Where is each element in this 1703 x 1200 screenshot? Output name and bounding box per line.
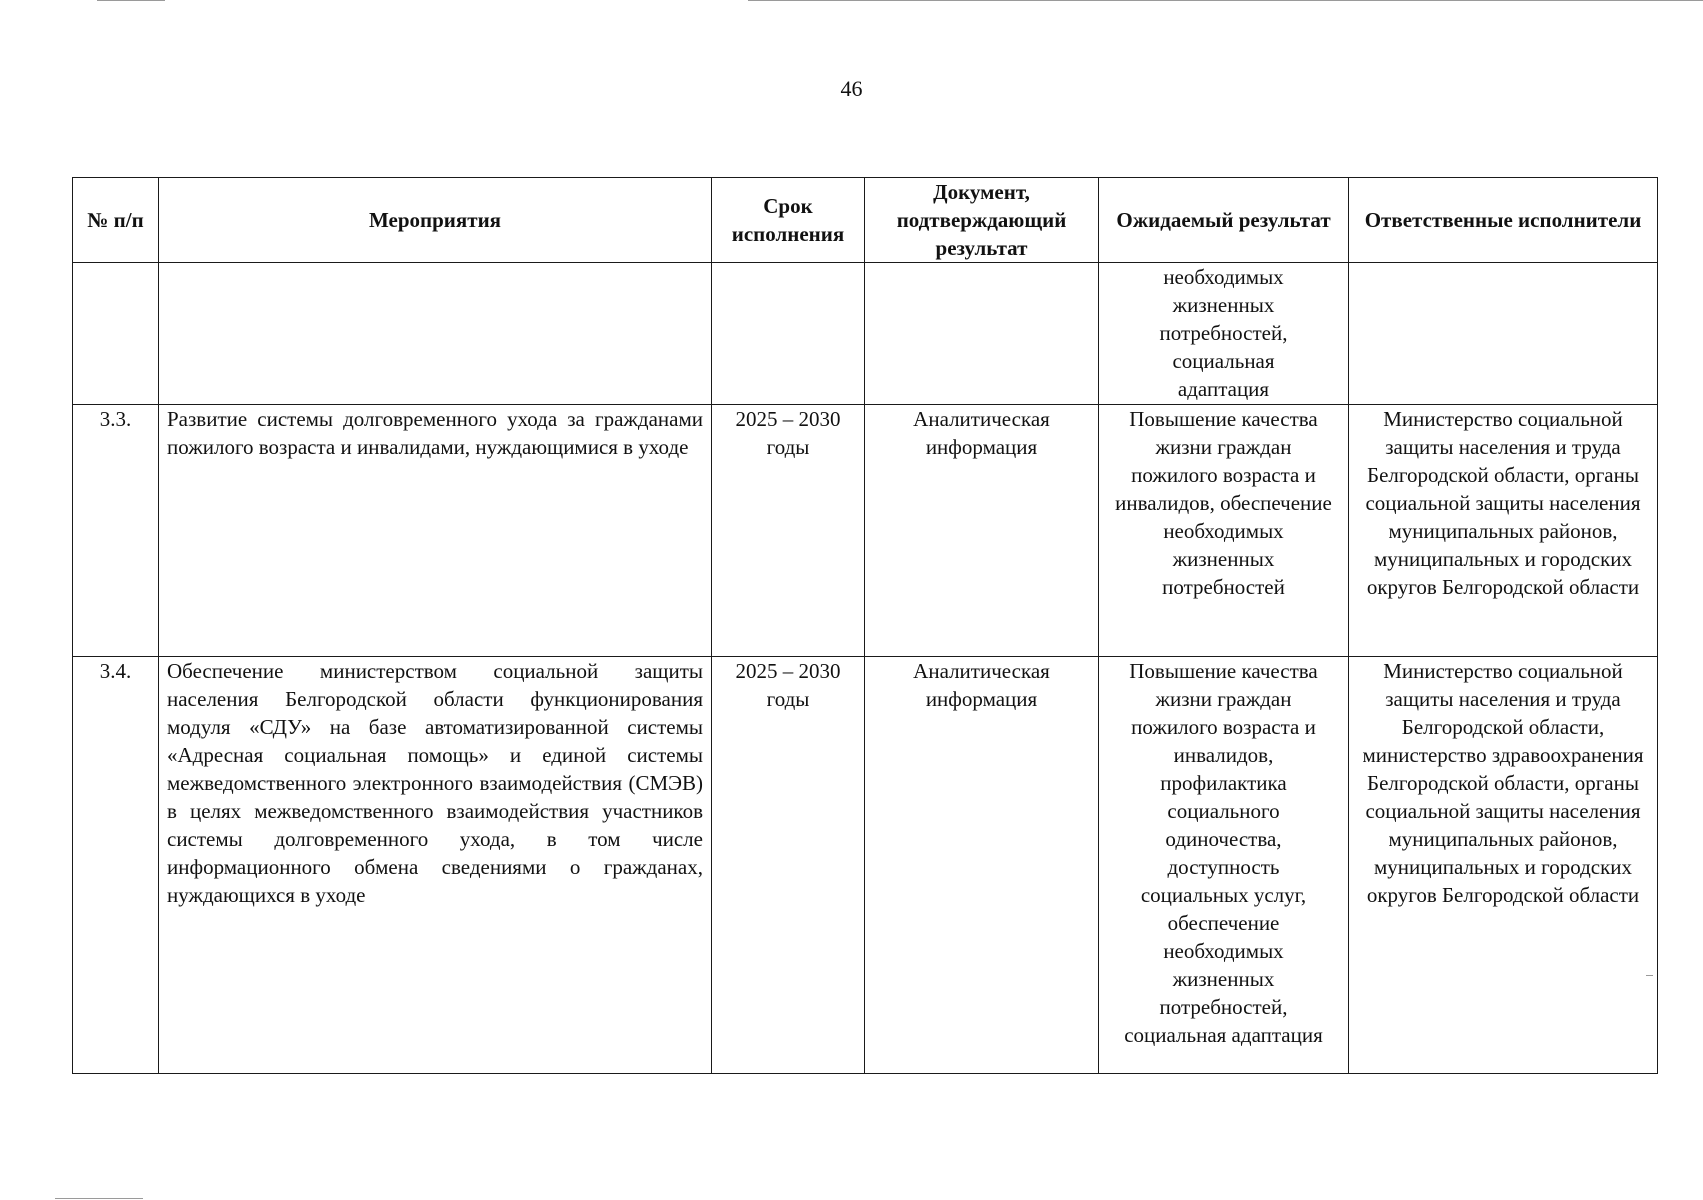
- cell-document: Аналитическая информация: [865, 657, 1099, 1074]
- cell-activity: Развитие системы долговременного ухода за гражданами пожилого возраста и инвалидами, нуждающимися в уходе: [159, 405, 712, 657]
- table-row-3-3: [73, 405, 1658, 657]
- cell-document: Аналитическая информация: [865, 405, 1099, 657]
- table-row-3-4: [73, 657, 1658, 1074]
- header-document: Документ, подтверждающий результат: [865, 178, 1099, 263]
- cell-activity: Обеспечение министерством социальной защиты населения Белгородской области функционирования модуля «СДУ» на базе автоматизированной системы «Адресная социальная помощь» и единой системы межведомственного электронного взаимодействия (СМЭВ) в целях межведомственного взаимодействия участников системы долговременного ухода, в том числе информационного обмена сведениями о гражданах, нуждающихся в уходе: [159, 657, 712, 1074]
- cell-num: 3.3.: [73, 405, 159, 657]
- cell-document: [865, 263, 1099, 405]
- cell-executors: [1349, 263, 1658, 405]
- plan-table: [72, 177, 1658, 1074]
- header-activity: Мероприятия: [159, 178, 712, 263]
- scan-edge-line-left: [97, 0, 165, 1]
- scan-edge-line-bottom: [55, 1198, 143, 1199]
- table-row-continuation: [73, 263, 1658, 405]
- cell-deadline: [712, 263, 865, 405]
- header-result: Ожидаемый результат: [1099, 178, 1349, 263]
- cell-result: Повышение качества жизни граждан пожилого возраста и инвалидов, профилактика социального одиночества, доступность социальных услуг, обеспечение необходимых жизненных потребностей, социальная адаптация: [1099, 657, 1349, 1074]
- cell-activity: [159, 263, 712, 405]
- cell-result: необходимых жизненных потребностей, социальная адаптация: [1099, 263, 1349, 405]
- cell-deadline: 2025 – 2030 годы: [712, 405, 865, 657]
- table-header-row: [73, 178, 1658, 263]
- cell-result: Повышение качества жизни граждан пожилого возраста и инвалидов, обеспечение необходимых жизненных потребностей: [1099, 405, 1349, 657]
- page-number: 46: [840, 76, 863, 101]
- cell-executors: Министерство социальной защиты населения и труда Белгородской области, органы социальной защиты населения муниципальных районов, муниципальных и городских округов Белгородской области: [1349, 405, 1658, 657]
- cell-num: 3.4.: [73, 657, 159, 1074]
- header-executors: Ответственные исполнители: [1349, 178, 1658, 263]
- cell-executors: Министерство социальной защиты населения и труда Белгородской области, министерство здравоохранения Белгородской области, органы социальной защиты населения муниципальных районов, муниципальных и городских округов Белгородской области: [1349, 657, 1658, 1074]
- header-deadline: Срок исполнения: [712, 178, 865, 263]
- cell-deadline: 2025 – 2030 годы: [712, 657, 865, 1074]
- scan-edge-line-right: [748, 0, 1703, 1]
- header-num: № п/п: [73, 178, 159, 263]
- cell-num: [73, 263, 159, 405]
